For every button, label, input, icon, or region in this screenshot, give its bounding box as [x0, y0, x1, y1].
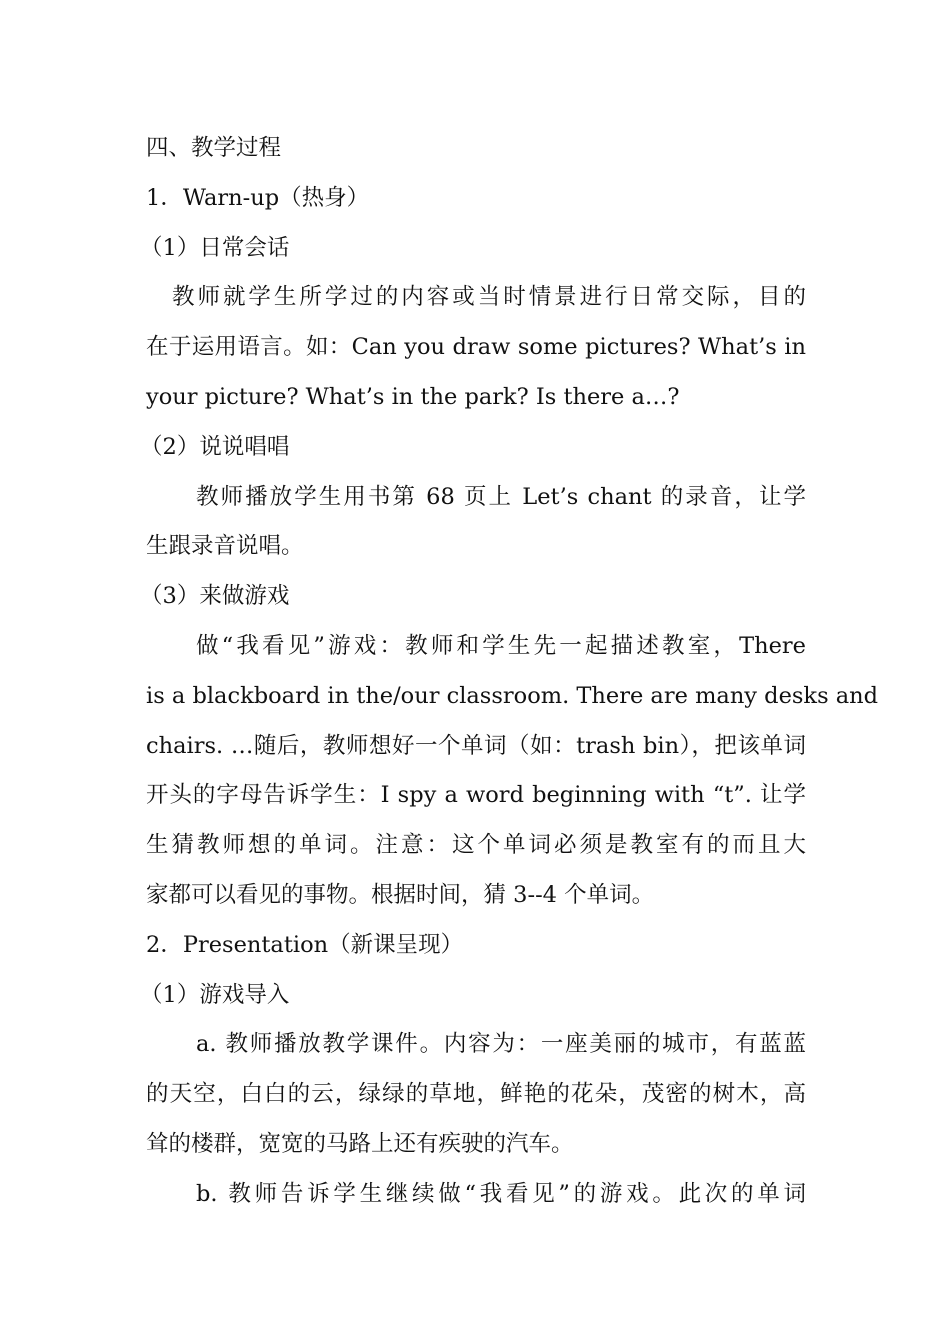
- paragraph-line: chairs. …随后，教师想好一个单词（如：trash bin），把该单词: [146, 732, 806, 759]
- paragraph-line: 生跟录音说唱。: [146, 533, 304, 560]
- paragraph-line: 教师播放学生用书第 68 页上 Let’s chant 的录音，让学: [196, 483, 806, 510]
- sub-heading-chant: （2）说说唱唱: [140, 433, 290, 460]
- paragraph-line: is a blackboard in the/our classroom. There are many desks and: [146, 682, 879, 709]
- sub-heading-daily-talk: （1）日常会话: [140, 234, 290, 261]
- paragraph-line: your picture? What’s in the park? Is there a…?: [146, 383, 680, 410]
- paragraph-line: 的天空，白白的云，绿绿的草地，鲜艳的花朵，茂密的树木，高: [146, 1081, 806, 1108]
- paragraph-line: 教师就学生所学过的内容或当时情景进行日常交际，目的: [172, 284, 806, 311]
- step-heading-presentation: 2．Presentation（新课呈现）: [146, 931, 464, 958]
- sub-heading-game: （3）来做游戏: [140, 583, 290, 610]
- section-heading: 四、教学过程: [146, 135, 282, 161]
- paragraph-line: b. 教师告诉学生继续做“我看见”的游戏。此次的单词: [196, 1180, 806, 1207]
- paragraph-line: 耸的楼群，宽宽的马路上还有疾驶的汽车。: [146, 1130, 574, 1157]
- paragraph-line: 家都可以看见的事物。根据时间，猜 3--4 个单词。: [146, 881, 655, 908]
- paragraph-line: 生猜教师想的单词。注意：这个单词必须是教室有的而且大: [146, 832, 806, 859]
- document-page: [140, 124, 879, 1220]
- step-heading-warmup: 1．Warn-up（热身）: [146, 184, 370, 211]
- paragraph-line: 做“我看见”游戏：教师和学生先一起描述教室，There: [196, 632, 806, 659]
- paragraph-line: 在于运用语言。如：Can you draw some pictures? What’s in: [146, 334, 806, 361]
- paragraph-line: 开头的字母告诉学生：I spy a word beginning with “t”. 让学: [146, 782, 806, 809]
- sub-heading-game-intro: （1）游戏导入: [140, 981, 290, 1008]
- paragraph-line: a. 教师播放教学课件。内容为：一座美丽的城市，有蓝蓝: [196, 1031, 806, 1058]
